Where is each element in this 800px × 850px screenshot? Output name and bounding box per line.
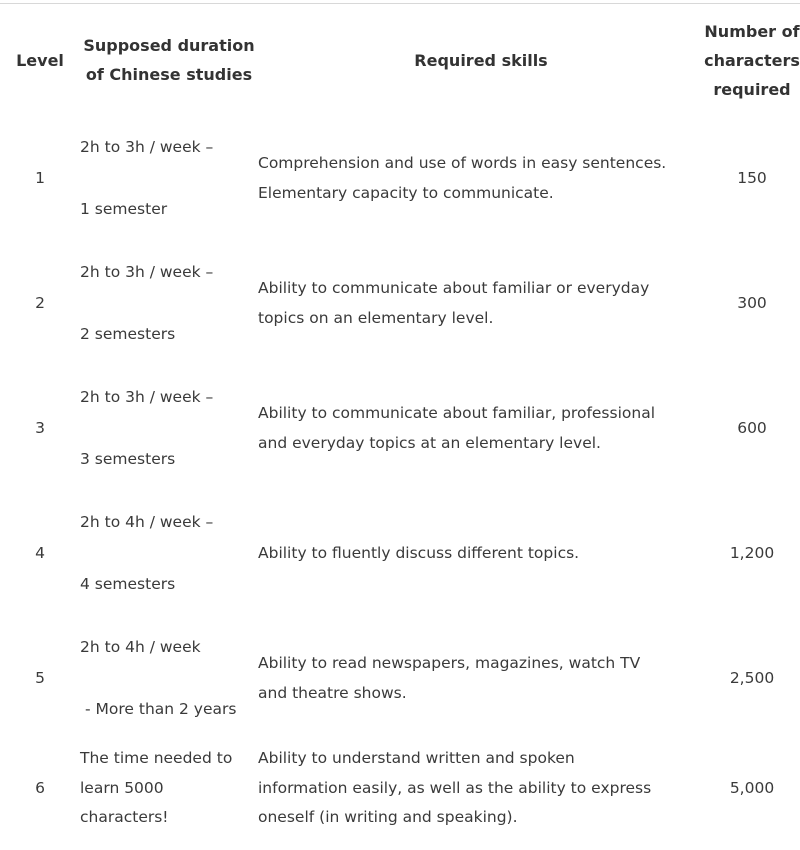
skills-line1: Ability to communicate about familiar or everyday: [258, 279, 650, 297]
table-row: [0, 366, 800, 491]
duration-bottom: 2 semesters: [80, 325, 176, 343]
cell-level: 5: [35, 668, 45, 687]
cell-duration: [80, 241, 258, 366]
duration-bottom: 3 semesters: [80, 450, 176, 468]
duration-line2: learn 5000: [80, 778, 164, 797]
skills-line1: Ability to fluently discuss different topics.: [258, 543, 580, 562]
duration-spacer: [80, 412, 258, 445]
header-level-label: Level: [16, 50, 64, 70]
cell-duration: [80, 366, 258, 491]
header-characters-line3: required: [713, 79, 791, 99]
duration-top: 2h to 3h / week –: [80, 262, 214, 281]
skills-line2: and everyday topics at an elementary level.: [258, 433, 601, 452]
cell-characters: 150: [737, 168, 767, 187]
cell-skills: [258, 491, 704, 616]
header-level: [0, 4, 80, 116]
table-body: [0, 116, 800, 836]
duration-top: 2h to 3h / week –: [80, 137, 214, 156]
skills-line2: Elementary capacity to communicate.: [258, 183, 554, 202]
cell-level: 3: [35, 418, 45, 437]
header-characters-line1: Number of: [704, 21, 800, 41]
table-row: [0, 241, 800, 366]
header-duration: [80, 4, 258, 116]
header-row: [0, 4, 800, 116]
cell-skills: [258, 616, 704, 741]
duration-bottom: - More than 2 years: [85, 700, 237, 718]
duration-line3: characters!: [80, 808, 169, 827]
table-row: [0, 491, 800, 616]
cell-skills: [258, 366, 704, 491]
cell-characters: 5,000: [729, 778, 775, 797]
skills-line1: Ability to communicate about familiar, professional: [258, 404, 656, 422]
duration-top: 2h to 4h / week –: [80, 512, 214, 531]
skills-line1: Ability to understand written and spoken: [258, 749, 575, 768]
skills-line1: Comprehension and use of words in easy sentences.: [258, 154, 667, 172]
duration-spacer: [80, 537, 258, 570]
cell-skills: [258, 116, 704, 241]
table-row: [0, 616, 800, 741]
cell-characters: 2,500: [729, 668, 775, 687]
skills-line2: and theatre shows.: [258, 683, 407, 702]
cell-level: 6: [35, 778, 45, 797]
table-row: [0, 116, 800, 241]
header-duration-line1: Supposed duration: [83, 36, 255, 55]
cell-skills: [258, 241, 704, 366]
cell-duration: [80, 616, 258, 741]
duration-top: 2h to 4h / week: [80, 637, 201, 656]
cell-characters: 1,200: [729, 543, 775, 562]
skills-line1: Ability to read newspapers, magazines, watch TV: [258, 654, 641, 672]
duration-spacer: [80, 162, 258, 195]
cell-characters: 600: [737, 418, 767, 437]
duration-bottom: 1 semester: [80, 200, 168, 218]
cell-level: 2: [35, 293, 45, 312]
cell-duration: [80, 116, 258, 241]
header-characters: [704, 4, 800, 116]
duration-line1: The time needed to: [80, 749, 233, 768]
header-duration-line2: of Chinese studies: [85, 65, 253, 84]
skills-line2: information easily, as well as the ability to express: [258, 778, 652, 797]
duration-spacer: [80, 662, 258, 695]
duration-top: 2h to 3h / week –: [80, 387, 214, 406]
cell-duration: [80, 491, 258, 616]
cell-level: 1: [35, 168, 45, 187]
skills-line2: topics on an elementary level.: [258, 308, 494, 327]
header-skills: [258, 4, 704, 116]
chinese-levels-table: [0, 4, 800, 836]
duration-spacer: [80, 287, 258, 320]
header-skills-label: Required skills: [414, 50, 548, 70]
table-header: [0, 4, 800, 116]
cell-skills: [258, 741, 704, 836]
header-characters-line2: characters: [704, 50, 800, 70]
skills-line3: oneself (in writing and speaking).: [258, 808, 518, 827]
cell-characters: 300: [737, 293, 767, 312]
table-row: [0, 741, 800, 836]
duration-bottom: 4 semesters: [80, 575, 176, 593]
cell-level: 4: [35, 543, 45, 562]
cell-duration: [80, 741, 258, 836]
